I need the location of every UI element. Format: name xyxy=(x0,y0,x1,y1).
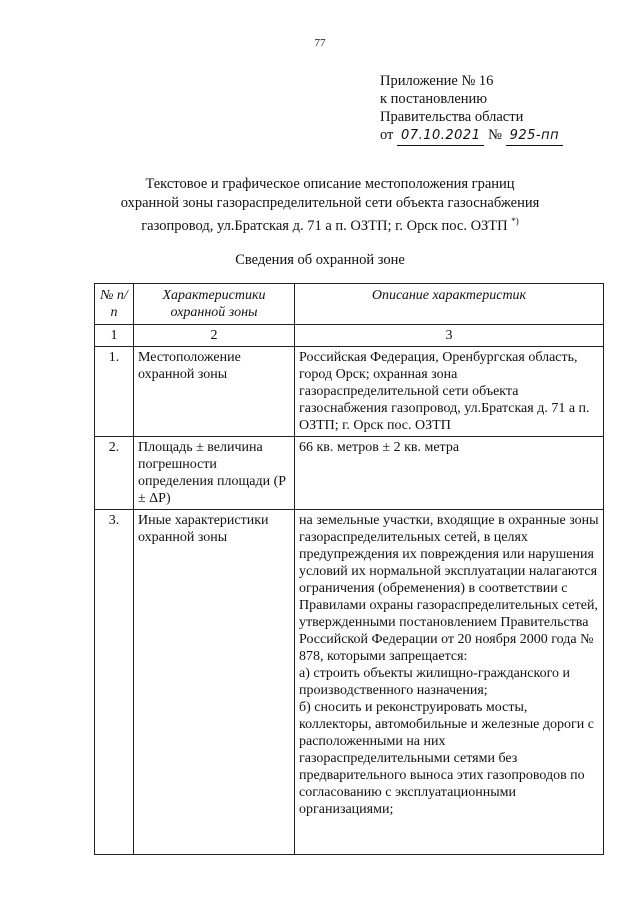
appendix-date-line xyxy=(380,126,563,146)
header-characteristic: Характеристики охранной зоны xyxy=(134,284,295,325)
appendix-line-2: к постановлению xyxy=(380,91,488,107)
table-header-row xyxy=(95,284,604,325)
title-line-2: охранной зоны газораспределительной сети объекта газоснабжения xyxy=(120,194,540,211)
appendix-line-3: Правительства области xyxy=(380,109,524,125)
appendix-line-1: Приложение № 16 xyxy=(380,73,494,89)
row-description: 66 кв. метров ± 2 кв. метра xyxy=(295,437,604,510)
row-number: 2. xyxy=(95,437,134,510)
row-characteristic: Площадь ± величина погрешности определения площади (P ± ΔP) xyxy=(134,437,295,510)
column-number-3: 3 xyxy=(295,325,604,347)
row-characteristic: Иные характеристики охранной зоны xyxy=(134,510,295,855)
header-number: № п/п xyxy=(95,284,134,325)
column-number-row xyxy=(95,325,604,347)
row-characteristic: Местоположение охранной зоны xyxy=(134,347,295,437)
column-number-2: 2 xyxy=(134,325,295,347)
column-number-1: 1 xyxy=(95,325,134,347)
title-line-3 xyxy=(80,212,580,235)
document-title xyxy=(80,175,580,235)
date-prefix: от xyxy=(380,127,394,143)
description-item-a: а) строить объекты жилищно-гражданского и производственного назначения; xyxy=(299,666,570,698)
description-paragraph: на земельные участки, входящие в охранные зоны газораспределительных сетей, в целях предупреждения их повреждения или нарушения условий их нормальной эксплуатации налагаются ограничения (обременения) в соответствии с Правилами охраны газораспределительных сетей, утвержденными постановлением Правительства Российской Федерации от 20 ноября 2000 года № 878, которыми запрещается: xyxy=(299,513,599,664)
row-number: 1. xyxy=(95,347,134,437)
title-line-1: Текстовое и графическое описание местоположения границ xyxy=(145,176,515,192)
section-subtitle: Сведения об охранной зоне xyxy=(235,252,405,268)
description-item-b: б) сносить и реконструировать мосты, коллекторы, автомобильные и железные дороги с расположенными на них газораспределительными сетями без предварительного выноса этих газопроводов по согласованию с эксплуатационными организациями; xyxy=(299,700,594,817)
zone-info-table xyxy=(94,283,604,855)
row-description xyxy=(295,510,604,855)
table-row xyxy=(95,347,604,437)
header-description: Описание характеристик xyxy=(295,284,604,325)
footnote-mark: *) xyxy=(511,216,519,226)
table-row xyxy=(95,437,604,510)
table-row xyxy=(95,510,604,855)
handwritten-number: 925-пп xyxy=(506,127,564,146)
number-sign: № xyxy=(488,127,502,143)
appendix-block xyxy=(380,72,563,146)
title-line-3-text: газопровод, ул.Братская д. 71 а п. ОЗТП; г. Орск пос. ОЗТП xyxy=(141,217,508,234)
handwritten-date: 07.10.2021 xyxy=(397,127,484,146)
row-description: Российская Федерация, Оренбургская область, город Орск; охранная зона газораспределительной сети объекта газоснабжения газопровод, ул.Братская д. 71 а п. ОЗТП; г. Орск пос. ОЗТП xyxy=(295,347,604,437)
page-number: 77 xyxy=(314,37,326,49)
row-number: 3. xyxy=(95,510,134,855)
